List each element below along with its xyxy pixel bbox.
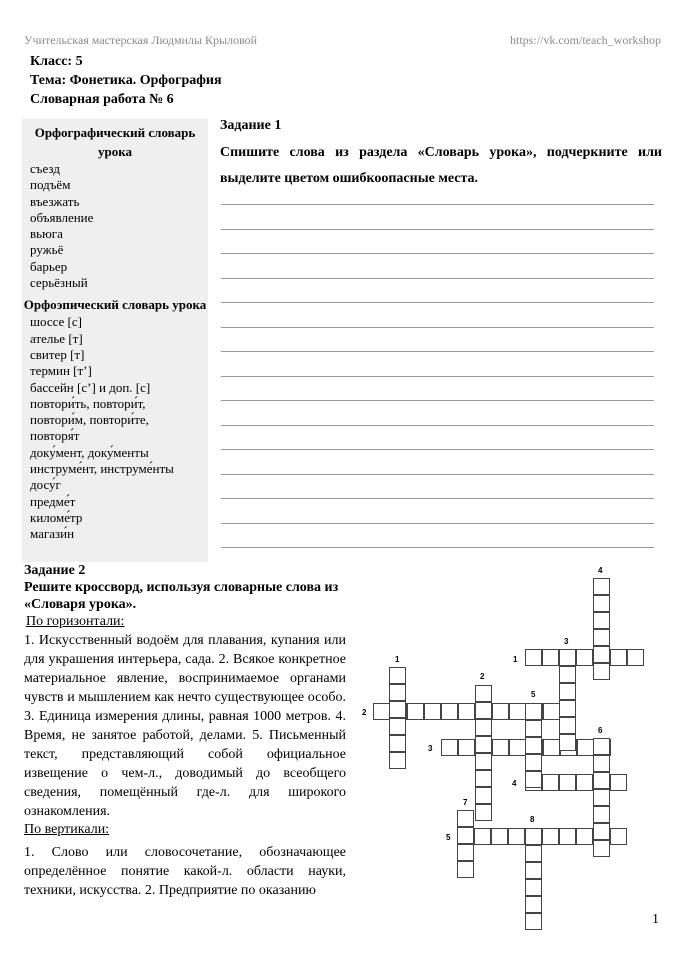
orfoep-word: киломе́тр bbox=[30, 509, 83, 525]
orfoep-word: ателье [т] bbox=[30, 330, 83, 346]
orfoep-word: доку́мент, доку́менты bbox=[30, 444, 149, 460]
crossword-cell[interactable] bbox=[475, 787, 492, 804]
crossword-cell[interactable] bbox=[559, 700, 576, 717]
crossword-cell[interactable] bbox=[457, 861, 474, 878]
crossword-cell[interactable] bbox=[542, 774, 559, 791]
orfoep-word: инструме́нт, инструме́нты bbox=[30, 461, 174, 477]
writing-line[interactable] bbox=[221, 278, 654, 279]
crossword-cell[interactable] bbox=[559, 717, 576, 734]
vertical-label: По вертикали: bbox=[24, 822, 110, 837]
crossword-cell[interactable] bbox=[525, 913, 542, 930]
orfograf-word: подъём bbox=[30, 177, 71, 193]
topic-line: Тема: Фонетика. Орфография bbox=[30, 73, 222, 88]
crossword-number: 6 bbox=[598, 726, 603, 735]
orfograf-word: въезжать bbox=[30, 193, 80, 209]
task-1 bbox=[220, 118, 662, 192]
crossword-cell[interactable] bbox=[610, 649, 627, 666]
crossword-cell[interactable] bbox=[491, 828, 508, 845]
crossword-number: 2 bbox=[362, 708, 367, 717]
lesson-dictionary bbox=[22, 119, 208, 562]
crossword-cell[interactable] bbox=[458, 739, 475, 756]
crossword-cell[interactable] bbox=[525, 896, 542, 913]
writing-line[interactable] bbox=[221, 547, 654, 548]
crossword-cell[interactable] bbox=[389, 752, 406, 769]
crossword-cell[interactable] bbox=[576, 774, 593, 791]
orfoep-word: свитер [т] bbox=[30, 346, 85, 362]
crossword-cell[interactable] bbox=[593, 789, 610, 806]
crossword-cell[interactable] bbox=[525, 879, 542, 896]
crossword-cell[interactable] bbox=[441, 703, 458, 720]
crossword-cell[interactable] bbox=[525, 703, 542, 720]
crossword-cell[interactable] bbox=[389, 718, 406, 735]
crossword-cell[interactable] bbox=[508, 828, 525, 845]
orfoep-word: предме́т bbox=[30, 493, 76, 509]
crossword-cell[interactable] bbox=[576, 649, 593, 666]
task-2 bbox=[24, 562, 346, 900]
writing-line[interactable] bbox=[221, 523, 654, 524]
orfoep-list bbox=[22, 314, 208, 542]
crossword-cell[interactable] bbox=[593, 772, 610, 789]
crossword-number: 8 bbox=[530, 815, 535, 824]
crossword-cell[interactable] bbox=[593, 755, 610, 772]
orfoep-word: шоссе [с] bbox=[30, 314, 82, 330]
crossword-cell[interactable] bbox=[627, 649, 644, 666]
crossword-number: 5 bbox=[531, 690, 536, 699]
header-right[interactable]: https://vk.com/teach_workshop bbox=[510, 33, 661, 47]
crossword-cell[interactable] bbox=[389, 701, 406, 718]
crossword-cell[interactable] bbox=[457, 844, 474, 861]
orfograf-word: серьёзный bbox=[30, 275, 88, 291]
vertical-clues: 1. Слово или словосочетание, обозначающее определённое понятие какой-л. области науки, техники, искусства. 2. Предприятие по оказанию bbox=[24, 845, 346, 898]
crossword-cell[interactable] bbox=[424, 703, 441, 720]
crossword-cell[interactable] bbox=[593, 840, 610, 857]
crossword-number: 7 bbox=[463, 798, 468, 807]
crossword-number: 3 bbox=[428, 744, 433, 753]
meta-block bbox=[30, 52, 222, 109]
crossword-cell[interactable] bbox=[475, 804, 492, 821]
writing-line[interactable] bbox=[221, 204, 654, 205]
crossword-cell[interactable] bbox=[525, 862, 542, 879]
writing-line[interactable] bbox=[221, 253, 654, 254]
writing-line[interactable] bbox=[221, 449, 654, 450]
crossword-cell[interactable] bbox=[559, 683, 576, 700]
orfograf-list bbox=[22, 161, 208, 291]
crossword-cell[interactable] bbox=[559, 734, 576, 751]
orfograf-word: барьер bbox=[30, 258, 68, 274]
crossword-cell[interactable] bbox=[593, 663, 610, 680]
crossword-cell[interactable] bbox=[373, 703, 390, 720]
page-number: 1 bbox=[652, 912, 659, 927]
header-left: Учительская мастерская Людмилы Крыловой bbox=[24, 33, 258, 47]
orfoep-title: Орфоэпический словарь урока bbox=[23, 297, 207, 313]
crossword-number: 5 bbox=[446, 833, 451, 842]
crossword-cell[interactable] bbox=[576, 828, 593, 845]
crossword-cell[interactable] bbox=[543, 739, 560, 756]
crossword-number: 3 bbox=[564, 637, 569, 646]
horizontal-label: По горизонтали: bbox=[26, 614, 125, 629]
orfoep-word: магази́н bbox=[30, 526, 75, 542]
crossword-cell[interactable] bbox=[610, 774, 627, 791]
crossword-cell[interactable] bbox=[389, 735, 406, 752]
class-line: Класс: 5 bbox=[30, 54, 83, 69]
crossword-cell[interactable] bbox=[593, 629, 610, 646]
crossword-number: 4 bbox=[512, 779, 517, 788]
orfograf-word: ружьё bbox=[30, 242, 64, 258]
crossword-cell[interactable] bbox=[542, 828, 559, 845]
crossword-cell[interactable] bbox=[577, 739, 594, 756]
crossword-cell[interactable] bbox=[559, 666, 576, 683]
crossword-cell[interactable] bbox=[458, 703, 475, 720]
task-2-instruction: Решите кроссворд, используя словарные слова из «Словаря урока». bbox=[24, 580, 339, 612]
crossword-cell[interactable] bbox=[593, 738, 610, 755]
task-1-text: Спишите слова из раздела «Словарь урока», подчеркните или выделите цветом ошибкоопасные места. bbox=[220, 145, 662, 186]
orfoep-word: досу́г bbox=[30, 477, 61, 493]
orfograf-word: вьюга bbox=[30, 226, 63, 242]
crossword-cell[interactable] bbox=[509, 739, 526, 756]
crossword-cell[interactable] bbox=[475, 753, 492, 770]
orfograf-word: объявление bbox=[30, 209, 94, 225]
orfoep-word: повтори́м, повтори́те, bbox=[30, 412, 149, 428]
horizontal-clues: 1. Искусственный водоём для плавания, купания или для украшения интерьера, сада. 2. Всякое конкретное материальное явление, воспринимаемое органами чувств и мышлением как нечто существующее особо. 3. Единица измерения длины, равная 1000 метров. 4. Время, не занятое работой, делами. 5. Письменный текст, представляющий собой официальное извещение о чем-л., доводимый до всеобщего сведения, помещённый где-л. для широкого ознакомления. bbox=[24, 633, 346, 819]
writing-line[interactable] bbox=[221, 302, 654, 303]
crossword-cell[interactable] bbox=[475, 770, 492, 787]
crossword-cell[interactable] bbox=[542, 649, 559, 666]
writing-line[interactable] bbox=[221, 425, 654, 426]
writing-line[interactable] bbox=[221, 474, 654, 475]
crossword-cell[interactable] bbox=[525, 754, 542, 771]
crossword-cell[interactable] bbox=[610, 828, 627, 845]
writing-line[interactable] bbox=[221, 376, 654, 377]
writing-line[interactable] bbox=[221, 498, 654, 499]
work-line: Словарная работа № 6 bbox=[30, 92, 174, 107]
crossword-cell[interactable] bbox=[525, 720, 542, 737]
crossword-cell[interactable] bbox=[457, 810, 474, 827]
crossword-cell[interactable] bbox=[474, 828, 491, 845]
writing-lines[interactable] bbox=[221, 204, 654, 572]
crossword-cell[interactable] bbox=[509, 703, 526, 720]
crossword-cell[interactable] bbox=[559, 774, 576, 791]
crossword-cell[interactable] bbox=[475, 685, 492, 702]
crossword-number: 1 bbox=[395, 655, 400, 664]
writing-line[interactable] bbox=[221, 327, 654, 328]
crossword-cell[interactable] bbox=[593, 595, 610, 612]
orfograf-word: съезд bbox=[30, 161, 60, 176]
writing-line[interactable] bbox=[221, 400, 654, 401]
crossword-cell[interactable] bbox=[525, 828, 542, 845]
orfoep-word: повторя́т bbox=[30, 428, 80, 444]
crossword-number: 2 bbox=[480, 672, 485, 681]
crossword-cell[interactable] bbox=[559, 649, 576, 666]
crossword-number: 1 bbox=[513, 655, 518, 664]
crossword-cell[interactable] bbox=[559, 828, 576, 845]
crossword-cell[interactable] bbox=[492, 703, 509, 720]
orfoep-word: термин [т’] bbox=[30, 363, 92, 379]
task-1-title: Задание 1 bbox=[220, 118, 282, 133]
crossword-cell[interactable] bbox=[441, 739, 458, 756]
crossword-cell[interactable] bbox=[457, 827, 474, 844]
crossword-cell[interactable] bbox=[407, 703, 424, 720]
crossword-cell[interactable] bbox=[475, 702, 492, 719]
crossword-cell[interactable] bbox=[525, 845, 542, 862]
crossword-cell[interactable] bbox=[593, 646, 610, 663]
crossword-cell[interactable] bbox=[475, 736, 492, 753]
task-2-title: Задание 2 bbox=[24, 563, 86, 578]
orfograf-title: Орфографический словарь урока bbox=[34, 125, 196, 159]
crossword-cell[interactable] bbox=[389, 667, 406, 684]
writing-line[interactable] bbox=[221, 229, 654, 230]
crossword-cell[interactable] bbox=[492, 739, 509, 756]
crossword-cell[interactable] bbox=[593, 806, 610, 823]
crossword-cell[interactable] bbox=[389, 684, 406, 701]
crossword-cell[interactable] bbox=[593, 578, 610, 595]
crossword-cell[interactable] bbox=[593, 823, 610, 840]
crossword-cell[interactable] bbox=[525, 737, 542, 754]
crossword-cell[interactable] bbox=[475, 719, 492, 736]
orfoep-word: повтори́ть, повтори́т, bbox=[30, 395, 146, 411]
crossword-cell[interactable] bbox=[593, 612, 610, 629]
crossword-number: 4 bbox=[598, 566, 603, 575]
crossword-cell[interactable] bbox=[543, 703, 560, 720]
crossword-cell[interactable] bbox=[525, 771, 542, 788]
crossword-cell[interactable] bbox=[525, 649, 542, 666]
orfoep-word: бассейн [с’] и доп. [с] bbox=[30, 379, 151, 395]
writing-line[interactable] bbox=[221, 351, 654, 352]
